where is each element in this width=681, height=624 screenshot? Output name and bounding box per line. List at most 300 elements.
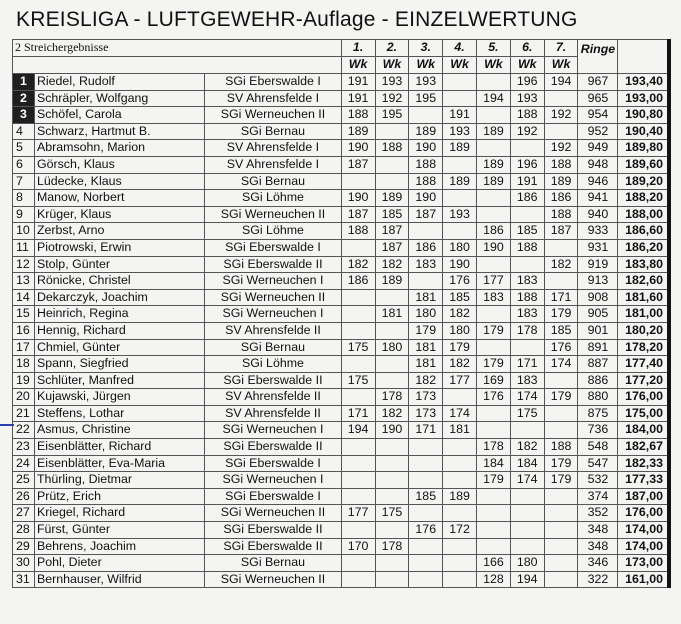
name-cell: Abramsohn, Marion	[34, 140, 204, 157]
table-row	[13, 522, 670, 539]
score-cell: 186	[477, 223, 511, 240]
average-cell: 174,00	[618, 522, 669, 539]
table-row	[13, 273, 670, 290]
rank-cell: 14	[13, 289, 35, 306]
score-cell: 194	[477, 90, 511, 107]
score-cell	[510, 522, 544, 539]
score-cell: 171	[409, 422, 443, 439]
score-cell: 177	[477, 273, 511, 290]
club-cell: SGi Bernau	[205, 339, 341, 356]
round-header: 6.	[510, 40, 544, 57]
club-cell: SGi Eberswalde II	[205, 522, 341, 539]
table-row	[13, 190, 670, 207]
score-cell: 182	[375, 405, 409, 422]
score-cell: 181	[409, 289, 443, 306]
total-cell: 940	[578, 206, 618, 223]
score-cell	[341, 389, 375, 406]
table-row	[13, 306, 670, 323]
rank-cell: 26	[13, 488, 35, 505]
rank-cell: 25	[13, 472, 35, 489]
score-cell: 181	[409, 339, 443, 356]
name-cell: Kriegel, Richard	[34, 505, 204, 522]
score-cell: 186	[409, 239, 443, 256]
subtitle: 2 Streichergebnisse	[13, 40, 342, 57]
score-cell: 182	[341, 256, 375, 273]
total-cell: 933	[578, 223, 618, 240]
average-header	[618, 40, 669, 74]
score-cell: 187	[544, 223, 578, 240]
score-cell: 193	[375, 74, 409, 91]
score-cell: 182	[443, 356, 477, 373]
score-cell: 179	[477, 356, 511, 373]
score-cell: 189	[375, 273, 409, 290]
score-cell: 190	[341, 190, 375, 207]
score-cell: 176	[443, 273, 477, 290]
name-cell: Schräpler, Wolfgang	[34, 90, 204, 107]
club-cell: SGi Eberswalde II	[205, 372, 341, 389]
score-cell: 187	[341, 206, 375, 223]
score-cell: 189	[544, 173, 578, 190]
score-cell: 190	[477, 239, 511, 256]
score-cell: 180	[510, 555, 544, 572]
total-cell: 547	[578, 455, 618, 472]
rank-cell: 28	[13, 522, 35, 539]
score-cell: 180	[375, 339, 409, 356]
average-cell: 177,20	[618, 372, 669, 389]
score-cell: 175	[375, 505, 409, 522]
score-cell	[375, 522, 409, 539]
average-cell: 176,00	[618, 389, 669, 406]
name-cell: Asmus, Christine	[34, 422, 204, 439]
score-cell: 188	[341, 107, 375, 124]
name-cell: Krüger, Klaus	[34, 206, 204, 223]
score-cell: 185	[443, 289, 477, 306]
score-cell: 178	[510, 322, 544, 339]
score-cell: 189	[375, 190, 409, 207]
rank-cell: 1	[13, 74, 35, 91]
rank-cell: 5	[13, 140, 35, 157]
name-cell: Manow, Norbert	[34, 190, 204, 207]
total-cell: 913	[578, 273, 618, 290]
wk-label: Wk	[341, 57, 375, 74]
score-cell: 185	[375, 206, 409, 223]
score-cell: 186	[510, 190, 544, 207]
score-cell: 190	[341, 140, 375, 157]
score-cell: 186	[341, 273, 375, 290]
rank-cell: 10	[13, 223, 35, 240]
table-row	[13, 107, 670, 124]
rank-cell: 30	[13, 555, 35, 572]
round-header: 1.	[341, 40, 375, 57]
name-cell: Riedel, Rudolf	[34, 74, 204, 91]
score-cell	[477, 488, 511, 505]
table-row	[13, 372, 670, 389]
score-cell: 187	[409, 206, 443, 223]
average-cell: 189,60	[618, 156, 669, 173]
table-row	[13, 173, 670, 190]
club-cell: SGi Eberswalde I	[205, 455, 341, 472]
name-cell: Behrens, Joachim	[34, 538, 204, 555]
average-cell: 175,00	[618, 405, 669, 422]
name-cell: Prütz, Erich	[34, 488, 204, 505]
total-cell: 891	[578, 339, 618, 356]
name-cell: Dekarczyk, Joachim	[34, 289, 204, 306]
rank-cell: 27	[13, 505, 35, 522]
table-row	[13, 488, 670, 505]
score-cell: 189	[443, 173, 477, 190]
score-cell	[544, 555, 578, 572]
total-cell: 946	[578, 173, 618, 190]
table-row	[13, 538, 670, 555]
score-cell: 171	[510, 356, 544, 373]
club-cell: SGi Löhme	[205, 190, 341, 207]
score-cell	[544, 239, 578, 256]
table-row	[13, 422, 670, 439]
table-row	[13, 405, 670, 422]
name-cell: Steffens, Lothar	[34, 405, 204, 422]
score-cell: 189	[477, 156, 511, 173]
name-cell: Thürling, Dietmar	[34, 472, 204, 489]
average-cell: 188,20	[618, 190, 669, 207]
score-cell: 173	[409, 389, 443, 406]
name-cell: Eisenblätter, Richard	[34, 439, 204, 456]
score-cell	[375, 156, 409, 173]
score-cell: 177	[443, 372, 477, 389]
score-cell: 181	[409, 356, 443, 373]
total-cell: 736	[578, 422, 618, 439]
score-cell	[341, 239, 375, 256]
total-cell: 919	[578, 256, 618, 273]
table-row	[13, 74, 670, 91]
score-cell: 188	[375, 140, 409, 157]
score-cell: 183	[510, 306, 544, 323]
score-cell	[477, 206, 511, 223]
score-cell	[477, 107, 511, 124]
table-row	[13, 439, 670, 456]
score-cell	[341, 289, 375, 306]
rank-cell: 4	[13, 123, 35, 140]
score-cell: 175	[341, 372, 375, 389]
score-cell: 174	[510, 389, 544, 406]
average-cell: 178,20	[618, 339, 669, 356]
club-cell: SGi Werneuchen II	[205, 289, 341, 306]
score-cell	[443, 190, 477, 207]
score-cell: 179	[544, 389, 578, 406]
wk-label: Wk	[443, 57, 477, 74]
average-cell: 184,00	[618, 422, 669, 439]
name-cell: Eisenblätter, Eva-Maria	[34, 455, 204, 472]
score-cell: 190	[375, 422, 409, 439]
score-cell	[477, 522, 511, 539]
score-cell: 183	[510, 372, 544, 389]
score-cell: 174	[510, 472, 544, 489]
score-cell	[510, 206, 544, 223]
score-cell: 185	[510, 223, 544, 240]
score-cell: 187	[375, 223, 409, 240]
score-cell	[443, 555, 477, 572]
score-cell: 187	[375, 239, 409, 256]
score-cell: 179	[477, 472, 511, 489]
club-cell: SV Ahrensfelde II	[205, 405, 341, 422]
average-cell: 193,40	[618, 74, 669, 91]
wk-label: Wk	[544, 57, 578, 74]
rank-cell: 16	[13, 322, 35, 339]
score-cell: 184	[510, 455, 544, 472]
rank-cell: 13	[13, 273, 35, 290]
score-cell: 193	[443, 123, 477, 140]
score-cell: 189	[477, 173, 511, 190]
score-cell: 179	[544, 455, 578, 472]
club-cell: SGi Bernau	[205, 555, 341, 572]
score-cell: 184	[477, 455, 511, 472]
name-cell: Rönicke, Christel	[34, 273, 204, 290]
score-cell	[477, 422, 511, 439]
rank-cell: 23	[13, 439, 35, 456]
score-cell	[341, 455, 375, 472]
total-cell: 374	[578, 488, 618, 505]
margin-pen-mark	[0, 424, 14, 426]
score-cell	[443, 90, 477, 107]
score-cell	[443, 538, 477, 555]
average-cell: 181,60	[618, 289, 669, 306]
score-cell: 193	[443, 206, 477, 223]
rank-cell: 19	[13, 372, 35, 389]
club-cell: SGi Eberswalde II	[205, 439, 341, 456]
table-row	[13, 156, 670, 173]
average-cell: 189,80	[618, 140, 669, 157]
rank-cell: 29	[13, 538, 35, 555]
score-cell	[341, 173, 375, 190]
score-cell: 188	[544, 206, 578, 223]
club-cell: SGi Löhme	[205, 356, 341, 373]
average-cell: 188,00	[618, 206, 669, 223]
wk-label: Wk	[510, 57, 544, 74]
total-cell: 901	[578, 322, 618, 339]
score-cell	[375, 439, 409, 456]
score-cell	[409, 538, 443, 555]
table-row	[13, 322, 670, 339]
score-cell	[375, 555, 409, 572]
name-cell: Schöfel, Carola	[34, 107, 204, 124]
total-cell: 532	[578, 472, 618, 489]
score-cell: 191	[443, 107, 477, 124]
club-cell: SV Ahrensfelde II	[205, 389, 341, 406]
round-header: 4.	[443, 40, 477, 57]
score-cell: 189	[409, 123, 443, 140]
total-cell: 346	[578, 555, 618, 572]
score-cell: 172	[443, 522, 477, 539]
table-row	[13, 90, 670, 107]
score-cell: 128	[477, 571, 511, 588]
rank-cell: 15	[13, 306, 35, 323]
score-cell: 180	[443, 322, 477, 339]
total-cell: 908	[578, 289, 618, 306]
average-cell: 190,40	[618, 123, 669, 140]
score-cell	[375, 455, 409, 472]
average-cell: 181,00	[618, 306, 669, 323]
club-cell: SGi Bernau	[205, 173, 341, 190]
average-cell: 174,00	[618, 538, 669, 555]
score-cell: 178	[375, 389, 409, 406]
score-cell: 188	[409, 156, 443, 173]
score-cell	[544, 123, 578, 140]
score-cell	[443, 505, 477, 522]
average-cell: 182,67	[618, 439, 669, 456]
score-cell: 189	[443, 140, 477, 157]
club-cell: SGi Eberswalde I	[205, 488, 341, 505]
rank-cell: 3	[13, 107, 35, 124]
club-cell: SGi Eberswalde II	[205, 256, 341, 273]
name-cell: Heinrich, Regina	[34, 306, 204, 323]
score-cell	[409, 555, 443, 572]
score-cell: 191	[341, 74, 375, 91]
score-cell: 194	[510, 571, 544, 588]
name-cell: Schlüter, Manfred	[34, 372, 204, 389]
score-cell: 190	[409, 190, 443, 207]
table-row	[13, 505, 670, 522]
score-cell	[341, 571, 375, 588]
table-row	[13, 455, 670, 472]
score-cell	[375, 472, 409, 489]
score-cell: 175	[341, 339, 375, 356]
average-cell: 186,60	[618, 223, 669, 240]
score-cell: 171	[544, 289, 578, 306]
score-cell: 192	[510, 123, 544, 140]
score-cell: 170	[341, 538, 375, 555]
score-cell: 192	[544, 107, 578, 124]
rank-cell: 6	[13, 156, 35, 173]
score-cell	[375, 289, 409, 306]
score-cell: 189	[443, 488, 477, 505]
score-cell: 191	[510, 173, 544, 190]
score-cell: 188	[341, 223, 375, 240]
wk-row-spacer	[13, 57, 342, 74]
score-cell	[477, 505, 511, 522]
score-cell: 179	[544, 306, 578, 323]
score-cell: 193	[510, 90, 544, 107]
club-cell: SV Ahrensfelde I	[205, 140, 341, 157]
average-cell: 173,00	[618, 555, 669, 572]
name-cell: Spann, Siegfried	[34, 356, 204, 373]
score-cell	[409, 472, 443, 489]
score-cell	[375, 173, 409, 190]
average-cell: 177,33	[618, 472, 669, 489]
score-cell: 188	[544, 439, 578, 456]
rank-cell: 7	[13, 173, 35, 190]
wk-label: Wk	[477, 57, 511, 74]
total-header: Ringe	[578, 40, 618, 74]
total-cell: 965	[578, 90, 618, 107]
score-cell	[544, 372, 578, 389]
score-cell: 182	[544, 256, 578, 273]
table-row	[13, 555, 670, 572]
score-cell: 193	[409, 74, 443, 91]
club-cell: SGi Werneuchen I	[205, 306, 341, 323]
rank-cell: 11	[13, 239, 35, 256]
score-cell	[375, 322, 409, 339]
score-cell: 179	[477, 322, 511, 339]
score-cell: 175	[510, 405, 544, 422]
score-cell	[409, 439, 443, 456]
club-cell: SV Ahrensfelde I	[205, 156, 341, 173]
club-cell: SGi Eberswalde I	[205, 239, 341, 256]
total-cell: 887	[578, 356, 618, 373]
score-cell	[409, 571, 443, 588]
average-cell: 187,00	[618, 488, 669, 505]
score-cell	[341, 306, 375, 323]
club-cell: SGi Eberswalde II	[205, 538, 341, 555]
total-cell: 949	[578, 140, 618, 157]
score-cell	[409, 223, 443, 240]
total-cell: 880	[578, 389, 618, 406]
score-cell	[443, 223, 477, 240]
score-cell	[477, 306, 511, 323]
rank-cell: 20	[13, 389, 35, 406]
score-cell: 195	[375, 107, 409, 124]
club-cell: SV Ahrensfelde II	[205, 322, 341, 339]
total-cell: 952	[578, 123, 618, 140]
score-cell	[409, 107, 443, 124]
club-cell: SGi Werneuchen II	[205, 505, 341, 522]
name-cell: Stolp, Günter	[34, 256, 204, 273]
score-cell	[409, 273, 443, 290]
score-cell: 180	[409, 306, 443, 323]
score-cell: 192	[544, 140, 578, 157]
score-cell: 169	[477, 372, 511, 389]
score-cell: 182	[443, 306, 477, 323]
score-cell: 183	[510, 273, 544, 290]
wk-row	[13, 57, 670, 74]
score-cell	[443, 74, 477, 91]
total-cell: 886	[578, 372, 618, 389]
score-cell	[544, 522, 578, 539]
score-cell	[409, 505, 443, 522]
score-cell: 189	[477, 123, 511, 140]
score-cell	[510, 339, 544, 356]
name-cell: Pohl, Dieter	[34, 555, 204, 572]
score-cell	[409, 455, 443, 472]
score-cell: 182	[510, 439, 544, 456]
score-cell: 196	[510, 156, 544, 173]
total-cell: 875	[578, 405, 618, 422]
score-cell	[510, 538, 544, 555]
score-cell	[375, 488, 409, 505]
rank-cell: 8	[13, 190, 35, 207]
score-cell: 176	[477, 389, 511, 406]
score-cell	[341, 322, 375, 339]
average-cell: 183,80	[618, 256, 669, 273]
score-cell: 185	[544, 322, 578, 339]
score-cell	[544, 488, 578, 505]
score-cell	[341, 488, 375, 505]
score-cell	[544, 571, 578, 588]
score-cell: 166	[477, 555, 511, 572]
score-cell	[443, 472, 477, 489]
score-cell: 180	[443, 239, 477, 256]
score-cell: 177	[341, 505, 375, 522]
name-cell: Görsch, Klaus	[34, 156, 204, 173]
score-cell: 190	[443, 256, 477, 273]
score-cell	[375, 372, 409, 389]
score-cell	[477, 405, 511, 422]
score-cell: 191	[341, 90, 375, 107]
table-row	[13, 389, 670, 406]
total-cell: 967	[578, 74, 618, 91]
average-cell: 182,33	[618, 455, 669, 472]
score-cell: 194	[544, 74, 578, 91]
score-cell: 174	[443, 405, 477, 422]
score-cell: 182	[375, 256, 409, 273]
